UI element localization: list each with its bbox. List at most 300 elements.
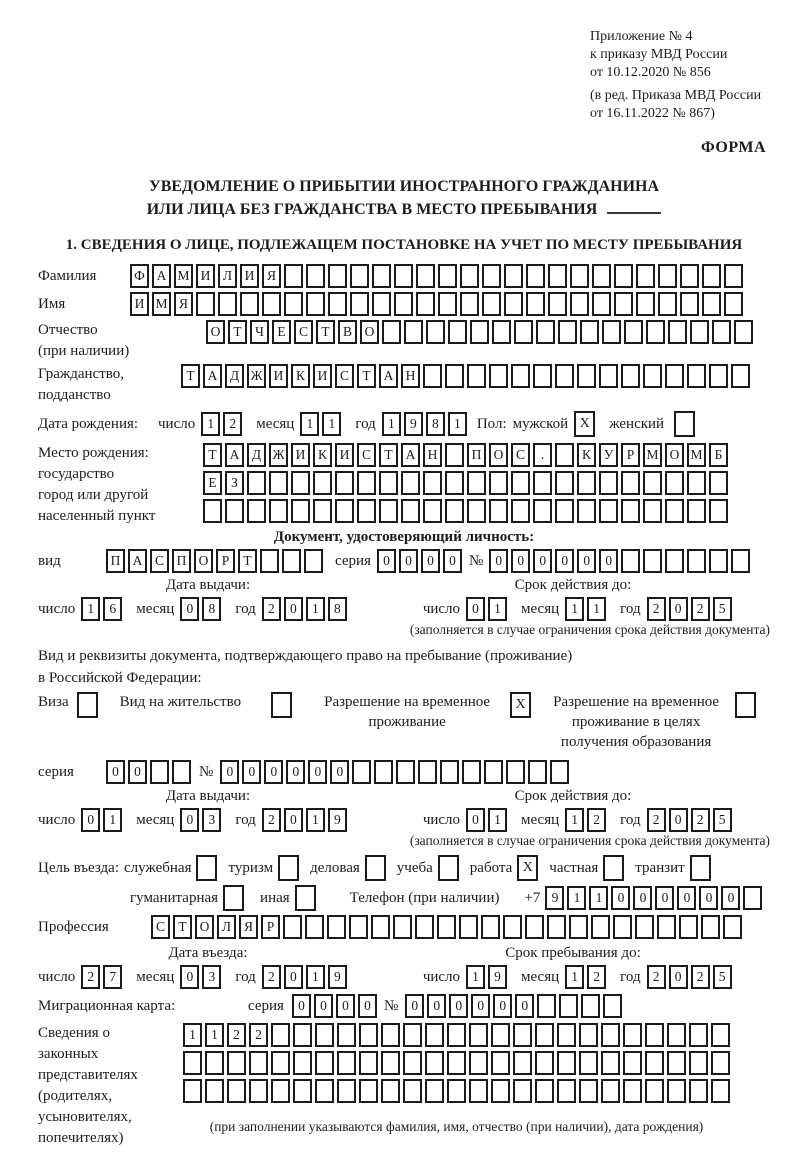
char-cell[interactable]	[315, 1051, 334, 1075]
char-cell[interactable]	[709, 471, 728, 495]
char-cell[interactable]: 0	[264, 760, 283, 784]
stay-year-cells[interactable]	[647, 965, 732, 989]
char-cell[interactable]	[557, 1079, 576, 1103]
char-cell[interactable]	[645, 1051, 664, 1075]
char-cell[interactable]: К	[313, 443, 332, 467]
char-cell[interactable]	[535, 1079, 554, 1103]
migration-card-number-cells[interactable]	[405, 994, 622, 1018]
char-cell[interactable]: 1	[183, 1023, 202, 1047]
representatives-cells-row2[interactable]	[183, 1051, 730, 1075]
char-cell[interactable]	[196, 292, 215, 316]
char-cell[interactable]	[379, 471, 398, 495]
char-cell[interactable]: М	[643, 443, 662, 467]
patronymic-cells[interactable]	[206, 320, 753, 344]
char-cell[interactable]: Б	[709, 443, 728, 467]
char-cell[interactable]	[328, 264, 347, 288]
char-cell[interactable]	[396, 760, 415, 784]
birth-month-cells[interactable]	[300, 412, 341, 436]
char-cell[interactable]	[462, 760, 481, 784]
char-cell[interactable]: Т	[203, 443, 222, 467]
char-cell[interactable]	[418, 760, 437, 784]
char-cell[interactable]: Т	[228, 320, 247, 344]
char-cell[interactable]: 0	[220, 760, 239, 784]
char-cell[interactable]	[592, 264, 611, 288]
char-cell[interactable]	[350, 292, 369, 316]
char-cell[interactable]	[447, 1023, 466, 1047]
char-cell[interactable]: Н	[401, 364, 420, 388]
char-cell[interactable]: Р	[261, 915, 280, 939]
char-cell[interactable]	[601, 1079, 620, 1103]
checkbox-cell[interactable]	[365, 855, 386, 881]
char-cell[interactable]	[271, 1023, 290, 1047]
char-cell[interactable]: 0	[466, 808, 485, 832]
char-cell[interactable]	[555, 443, 574, 467]
char-cell[interactable]: 1	[565, 965, 584, 989]
char-cell[interactable]: 1	[567, 886, 586, 910]
char-cell[interactable]	[394, 292, 413, 316]
char-cell[interactable]: 2	[647, 965, 666, 989]
char-cell[interactable]: 2	[262, 965, 281, 989]
char-cell[interactable]: Р	[216, 549, 235, 573]
char-cell[interactable]	[513, 1051, 532, 1075]
migration-card-series-cells[interactable]	[292, 994, 377, 1018]
identity-doc-kind-cells[interactable]	[106, 549, 323, 573]
char-cell[interactable]	[291, 499, 310, 523]
char-cell[interactable]	[548, 292, 567, 316]
char-cell[interactable]: 0	[677, 886, 696, 910]
char-cell[interactable]	[623, 1023, 642, 1047]
char-cell[interactable]	[284, 264, 303, 288]
stay-day-cells[interactable]	[466, 965, 507, 989]
char-cell[interactable]	[249, 1079, 268, 1103]
char-cell[interactable]: К	[291, 364, 310, 388]
char-cell[interactable]: И	[291, 443, 310, 467]
char-cell[interactable]: 0	[284, 965, 303, 989]
char-cell[interactable]: 8	[426, 412, 445, 436]
char-cell[interactable]: Н	[423, 443, 442, 467]
char-cell[interactable]: 0	[358, 994, 377, 1018]
citizenship-cells[interactable]	[181, 364, 750, 388]
char-cell[interactable]	[577, 499, 596, 523]
purpose-official-checkbox[interactable]	[196, 855, 217, 881]
char-cell[interactable]: 0	[405, 994, 424, 1018]
char-cell[interactable]	[227, 1079, 246, 1103]
char-cell[interactable]	[260, 549, 279, 573]
char-cell[interactable]	[711, 1051, 730, 1075]
char-cell[interactable]	[580, 320, 599, 344]
char-cell[interactable]	[269, 471, 288, 495]
char-cell[interactable]	[445, 364, 464, 388]
char-cell[interactable]: С	[151, 915, 170, 939]
char-cell[interactable]	[403, 1079, 422, 1103]
checkbox-cell[interactable]	[438, 855, 459, 881]
char-cell[interactable]: 0	[511, 549, 530, 573]
char-cell[interactable]	[349, 915, 368, 939]
char-cell[interactable]: С	[150, 549, 169, 573]
char-cell[interactable]: 1	[565, 808, 584, 832]
char-cell[interactable]	[702, 264, 721, 288]
profession-cells[interactable]	[151, 915, 742, 939]
char-cell[interactable]: 0	[106, 760, 125, 784]
char-cell[interactable]: 0	[427, 994, 446, 1018]
char-cell[interactable]	[350, 264, 369, 288]
identity-expiry-year-cells[interactable]	[647, 597, 732, 621]
char-cell[interactable]	[665, 549, 684, 573]
char-cell[interactable]	[381, 1023, 400, 1047]
purpose-private-checkbox[interactable]	[603, 855, 624, 881]
char-cell[interactable]	[393, 915, 412, 939]
char-cell[interactable]: Т	[379, 443, 398, 467]
char-cell[interactable]	[359, 1079, 378, 1103]
char-cell[interactable]	[504, 264, 523, 288]
sex-female-checkbox[interactable]	[674, 411, 695, 437]
char-cell[interactable]: О	[194, 549, 213, 573]
checkbox-cell[interactable]	[603, 855, 624, 881]
char-cell[interactable]	[437, 915, 456, 939]
char-cell[interactable]	[423, 499, 442, 523]
char-cell[interactable]	[547, 915, 566, 939]
char-cell[interactable]	[702, 292, 721, 316]
char-cell[interactable]	[511, 499, 530, 523]
checkbox-cell[interactable]	[196, 855, 217, 881]
char-cell[interactable]	[460, 264, 479, 288]
char-cell[interactable]: 9	[328, 965, 347, 989]
purpose-work-checkbox[interactable]	[517, 855, 538, 881]
checkbox-cell[interactable]	[674, 411, 695, 437]
char-cell[interactable]	[657, 915, 676, 939]
char-cell[interactable]: П	[172, 549, 191, 573]
char-cell[interactable]	[403, 1023, 422, 1047]
checkbox-cell[interactable]	[223, 885, 244, 911]
residence-permit-checkbox[interactable]	[271, 692, 292, 718]
char-cell[interactable]: 0	[128, 760, 147, 784]
char-cell[interactable]: 1	[466, 965, 485, 989]
char-cell[interactable]	[470, 320, 489, 344]
char-cell[interactable]: 0	[180, 597, 199, 621]
char-cell[interactable]	[621, 499, 640, 523]
char-cell[interactable]: 0	[443, 549, 462, 573]
char-cell[interactable]	[709, 549, 728, 573]
char-cell[interactable]	[603, 994, 622, 1018]
checkbox-cell[interactable]: X	[517, 855, 538, 881]
char-cell[interactable]	[315, 1079, 334, 1103]
char-cell[interactable]	[667, 1051, 686, 1075]
char-cell[interactable]: .	[533, 443, 552, 467]
visa-checkbox[interactable]	[77, 692, 98, 718]
char-cell[interactable]: 0	[611, 886, 630, 910]
char-cell[interactable]	[203, 499, 222, 523]
char-cell[interactable]	[227, 1051, 246, 1075]
char-cell[interactable]	[337, 1051, 356, 1075]
char-cell[interactable]: 2	[249, 1023, 268, 1047]
char-cell[interactable]: 1	[488, 808, 507, 832]
char-cell[interactable]: 0	[330, 760, 349, 784]
char-cell[interactable]	[484, 760, 503, 784]
char-cell[interactable]: 0	[533, 549, 552, 573]
char-cell[interactable]: Ж	[247, 364, 266, 388]
char-cell[interactable]	[249, 1051, 268, 1075]
char-cell[interactable]: 2	[262, 808, 281, 832]
char-cell[interactable]: У	[599, 443, 618, 467]
birth-year-cells[interactable]	[382, 412, 467, 436]
char-cell[interactable]	[592, 292, 611, 316]
char-cell[interactable]	[240, 292, 259, 316]
representatives-cells-row1[interactable]	[183, 1023, 730, 1047]
identity-issue-day-cells[interactable]	[81, 597, 122, 621]
char-cell[interactable]	[570, 292, 589, 316]
char-cell[interactable]: Я	[239, 915, 258, 939]
char-cell[interactable]: Ж	[269, 443, 288, 467]
char-cell[interactable]	[425, 1051, 444, 1075]
char-cell[interactable]	[514, 320, 533, 344]
char-cell[interactable]	[680, 264, 699, 288]
surname-cells[interactable]	[130, 264, 743, 288]
residence-expiry-day-cells[interactable]	[466, 808, 507, 832]
representatives-cells-row3[interactable]	[183, 1079, 730, 1103]
char-cell[interactable]	[489, 471, 508, 495]
char-cell[interactable]: 0	[669, 808, 688, 832]
char-cell[interactable]: 0	[81, 808, 100, 832]
char-cell[interactable]	[526, 264, 545, 288]
purpose-tourism-checkbox[interactable]	[278, 855, 299, 881]
char-cell[interactable]: 2	[81, 965, 100, 989]
char-cell[interactable]: 2	[262, 597, 281, 621]
char-cell[interactable]: 1	[306, 597, 325, 621]
char-cell[interactable]	[724, 292, 743, 316]
char-cell[interactable]	[537, 994, 556, 1018]
char-cell[interactable]	[680, 292, 699, 316]
char-cell[interactable]	[621, 471, 640, 495]
char-cell[interactable]: М	[174, 264, 193, 288]
char-cell[interactable]: 0	[399, 549, 418, 573]
char-cell[interactable]: И	[313, 364, 332, 388]
char-cell[interactable]	[445, 499, 464, 523]
char-cell[interactable]	[359, 1051, 378, 1075]
char-cell[interactable]: 1	[201, 412, 220, 436]
residence-expiry-year-cells[interactable]	[647, 808, 732, 832]
char-cell[interactable]	[374, 760, 393, 784]
char-cell[interactable]: С	[335, 364, 354, 388]
char-cell[interactable]: 0	[466, 597, 485, 621]
char-cell[interactable]	[328, 292, 347, 316]
char-cell[interactable]	[711, 1023, 730, 1047]
char-cell[interactable]	[425, 1023, 444, 1047]
char-cell[interactable]	[687, 549, 706, 573]
char-cell[interactable]: 1	[81, 597, 100, 621]
char-cell[interactable]	[467, 499, 486, 523]
birth-place-cells-row3[interactable]	[203, 499, 728, 523]
given-name-cells[interactable]	[130, 292, 743, 316]
char-cell[interactable]	[492, 320, 511, 344]
char-cell[interactable]	[291, 471, 310, 495]
char-cell[interactable]	[304, 549, 323, 573]
char-cell[interactable]: А	[128, 549, 147, 573]
char-cell[interactable]	[416, 292, 435, 316]
char-cell[interactable]	[643, 471, 662, 495]
residence-issue-month-cells[interactable]	[180, 808, 221, 832]
char-cell[interactable]	[489, 364, 508, 388]
char-cell[interactable]	[579, 1023, 598, 1047]
char-cell[interactable]: 9	[545, 886, 564, 910]
char-cell[interactable]	[668, 320, 687, 344]
char-cell[interactable]	[459, 915, 478, 939]
char-cell[interactable]: 0	[284, 597, 303, 621]
char-cell[interactable]	[445, 471, 464, 495]
purpose-transit-checkbox[interactable]	[690, 855, 711, 881]
char-cell[interactable]: 0	[633, 886, 652, 910]
char-cell[interactable]	[335, 499, 354, 523]
char-cell[interactable]	[482, 292, 501, 316]
char-cell[interactable]	[591, 915, 610, 939]
char-cell[interactable]	[205, 1051, 224, 1075]
char-cell[interactable]	[426, 320, 445, 344]
char-cell[interactable]	[687, 364, 706, 388]
char-cell[interactable]	[416, 264, 435, 288]
char-cell[interactable]: 2	[647, 597, 666, 621]
char-cell[interactable]	[623, 1051, 642, 1075]
char-cell[interactable]	[665, 471, 684, 495]
char-cell[interactable]	[315, 1023, 334, 1047]
char-cell[interactable]	[690, 320, 709, 344]
char-cell[interactable]	[667, 1023, 686, 1047]
char-cell[interactable]: 0	[336, 994, 355, 1018]
entry-year-cells[interactable]	[262, 965, 347, 989]
char-cell[interactable]: О	[195, 915, 214, 939]
char-cell[interactable]: Я	[174, 292, 193, 316]
char-cell[interactable]: 5	[713, 965, 732, 989]
char-cell[interactable]: 0	[421, 549, 440, 573]
char-cell[interactable]: 2	[587, 965, 606, 989]
char-cell[interactable]: 0	[699, 886, 718, 910]
char-cell[interactable]	[313, 499, 332, 523]
char-cell[interactable]	[614, 264, 633, 288]
char-cell[interactable]: С	[511, 443, 530, 467]
char-cell[interactable]	[282, 549, 301, 573]
char-cell[interactable]	[293, 1023, 312, 1047]
char-cell[interactable]: 6	[103, 597, 122, 621]
char-cell[interactable]	[305, 915, 324, 939]
char-cell[interactable]	[381, 1051, 400, 1075]
char-cell[interactable]: 1	[300, 412, 319, 436]
char-cell[interactable]	[645, 1023, 664, 1047]
char-cell[interactable]	[555, 364, 574, 388]
char-cell[interactable]: 5	[713, 597, 732, 621]
char-cell[interactable]	[352, 760, 371, 784]
char-cell[interactable]	[636, 264, 655, 288]
char-cell[interactable]	[491, 1023, 510, 1047]
char-cell[interactable]	[504, 292, 523, 316]
char-cell[interactable]	[357, 471, 376, 495]
char-cell[interactable]: З	[225, 471, 244, 495]
phone-cells[interactable]	[545, 886, 762, 910]
purpose-study-checkbox[interactable]	[438, 855, 459, 881]
char-cell[interactable]	[577, 364, 596, 388]
char-cell[interactable]	[247, 499, 266, 523]
char-cell[interactable]: 0	[655, 886, 674, 910]
char-cell[interactable]: 1	[382, 412, 401, 436]
char-cell[interactable]	[225, 499, 244, 523]
char-cell[interactable]: М	[687, 443, 706, 467]
char-cell[interactable]	[511, 364, 530, 388]
char-cell[interactable]: 9	[328, 808, 347, 832]
char-cell[interactable]: А	[225, 443, 244, 467]
char-cell[interactable]: Е	[272, 320, 291, 344]
purpose-business-checkbox[interactable]	[365, 855, 386, 881]
char-cell[interactable]	[577, 471, 596, 495]
checkbox-cell[interactable]	[278, 855, 299, 881]
char-cell[interactable]: 0	[669, 597, 688, 621]
char-cell[interactable]	[379, 499, 398, 523]
char-cell[interactable]	[404, 320, 423, 344]
char-cell[interactable]: 0	[449, 994, 468, 1018]
char-cell[interactable]	[469, 1023, 488, 1047]
char-cell[interactable]: Е	[203, 471, 222, 495]
char-cell[interactable]	[337, 1079, 356, 1103]
checkbox-cell[interactable]	[295, 885, 316, 911]
char-cell[interactable]	[401, 499, 420, 523]
char-cell[interactable]: П	[106, 549, 125, 573]
char-cell[interactable]: 0	[242, 760, 261, 784]
char-cell[interactable]	[327, 915, 346, 939]
char-cell[interactable]	[709, 499, 728, 523]
char-cell[interactable]: 9	[404, 412, 423, 436]
char-cell[interactable]	[602, 320, 621, 344]
char-cell[interactable]	[271, 1079, 290, 1103]
char-cell[interactable]: Т	[357, 364, 376, 388]
char-cell[interactable]	[269, 499, 288, 523]
char-cell[interactable]	[643, 364, 662, 388]
char-cell[interactable]: И	[335, 443, 354, 467]
char-cell[interactable]	[533, 499, 552, 523]
checkbox-cell[interactable]	[735, 692, 756, 718]
char-cell[interactable]	[723, 915, 742, 939]
char-cell[interactable]: 1	[322, 412, 341, 436]
char-cell[interactable]	[709, 364, 728, 388]
char-cell[interactable]	[569, 915, 588, 939]
char-cell[interactable]: И	[196, 264, 215, 288]
char-cell[interactable]	[658, 264, 677, 288]
identity-issue-month-cells[interactable]	[180, 597, 221, 621]
char-cell[interactable]	[438, 264, 457, 288]
purpose-humanitarian-checkbox[interactable]	[223, 885, 244, 911]
char-cell[interactable]	[382, 320, 401, 344]
char-cell[interactable]	[447, 1079, 466, 1103]
char-cell[interactable]: 1	[103, 808, 122, 832]
char-cell[interactable]	[335, 471, 354, 495]
char-cell[interactable]	[689, 1051, 708, 1075]
char-cell[interactable]	[372, 292, 391, 316]
char-cell[interactable]	[601, 1023, 620, 1047]
char-cell[interactable]	[646, 320, 665, 344]
char-cell[interactable]	[550, 760, 569, 784]
char-cell[interactable]	[218, 292, 237, 316]
char-cell[interactable]	[293, 1079, 312, 1103]
char-cell[interactable]: 1	[306, 965, 325, 989]
char-cell[interactable]: 8	[202, 597, 221, 621]
char-cell[interactable]	[503, 915, 522, 939]
char-cell[interactable]	[643, 549, 662, 573]
char-cell[interactable]	[511, 471, 530, 495]
char-cell[interactable]	[570, 264, 589, 288]
char-cell[interactable]: 2	[223, 412, 242, 436]
char-cell[interactable]: Л	[217, 915, 236, 939]
char-cell[interactable]: 2	[691, 597, 710, 621]
entry-month-cells[interactable]	[180, 965, 221, 989]
char-cell[interactable]	[643, 499, 662, 523]
char-cell[interactable]: 0	[471, 994, 490, 1018]
char-cell[interactable]: 7	[103, 965, 122, 989]
char-cell[interactable]: 0	[180, 808, 199, 832]
